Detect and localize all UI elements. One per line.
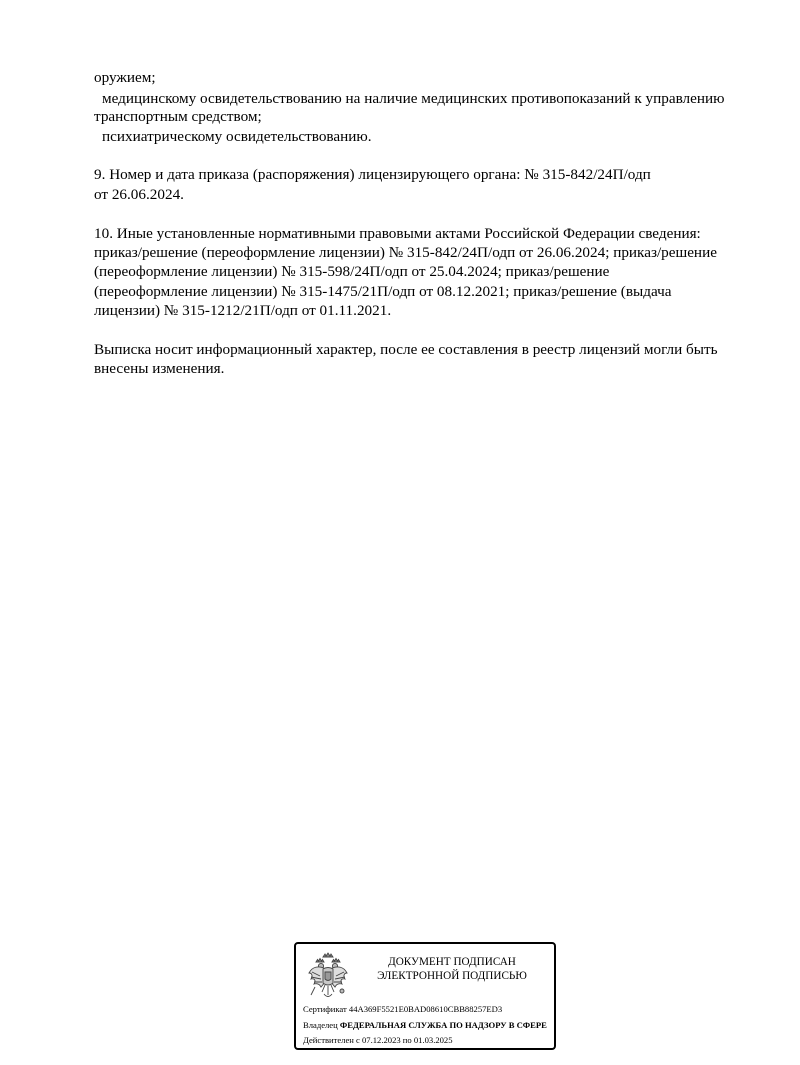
signature-stamp: [294, 942, 556, 1050]
disclaimer-text: Выписка носит информационный характер, после ее составления в реестр лицензий могли быть: [94, 341, 718, 358]
section-9-heading: 9. Номер и дата приказа (распоряжения) лицензирующего органа: № 315-842/24П/одп: [94, 166, 651, 183]
disclaimer-text: внесены изменения.: [94, 360, 225, 377]
coat-of-arms-icon: [306, 951, 350, 1001]
text-line: (переоформление лицензии) № 315-598/24П/одп от 25.04.2024; приказ/решение: [94, 263, 610, 280]
section-10-heading: 10. Иные установленные нормативными правовыми актами Российской Федерации сведения:: [94, 225, 701, 242]
text-line: транспортным средством;: [94, 108, 262, 125]
owner-label: Владелец: [303, 1020, 338, 1030]
text-line: от 26.06.2024.: [94, 186, 184, 203]
text-line: лицензии) № 315-1212/21П/одп от 01.11.2021.: [94, 302, 392, 319]
text-line: медицинскому освидетельствованию на наличие медицинских противопоказаний к управлению: [102, 90, 725, 107]
text-line: оружием;: [94, 69, 156, 86]
owner-value: ФЕДЕРАЛЬНАЯ СЛУЖБА ПО НАДЗОРУ В СФЕРЕ: [339, 1020, 547, 1030]
certificate-value: 44A369F5521E0BAD08610CBB88257ED3: [348, 1004, 503, 1014]
stamp-title-line-1: ДОКУМЕНТ ПОДПИСАН: [388, 956, 516, 968]
certificate-row: [303, 1004, 502, 1015]
certificate-label: Сертификат: [303, 1004, 347, 1014]
owner-row: [303, 1020, 547, 1031]
text-line: (переоформление лицензии) № 315-1475/21П/одп от 08.12.2021; приказ/решение (выдача: [94, 283, 672, 300]
text-line: психиатрическому освидетельствованию.: [102, 128, 372, 145]
validity-row: Действителен с 07.12.2023 по 01.03.2025: [303, 1035, 453, 1045]
text-line: приказ/решение (переоформление лицензии) № 315-842/24П/одп от 26.06.2024; приказ/решение: [94, 244, 717, 261]
stamp-title-line-2: ЭЛЕКТРОННОЙ ПОДПИСЬЮ: [377, 970, 527, 982]
